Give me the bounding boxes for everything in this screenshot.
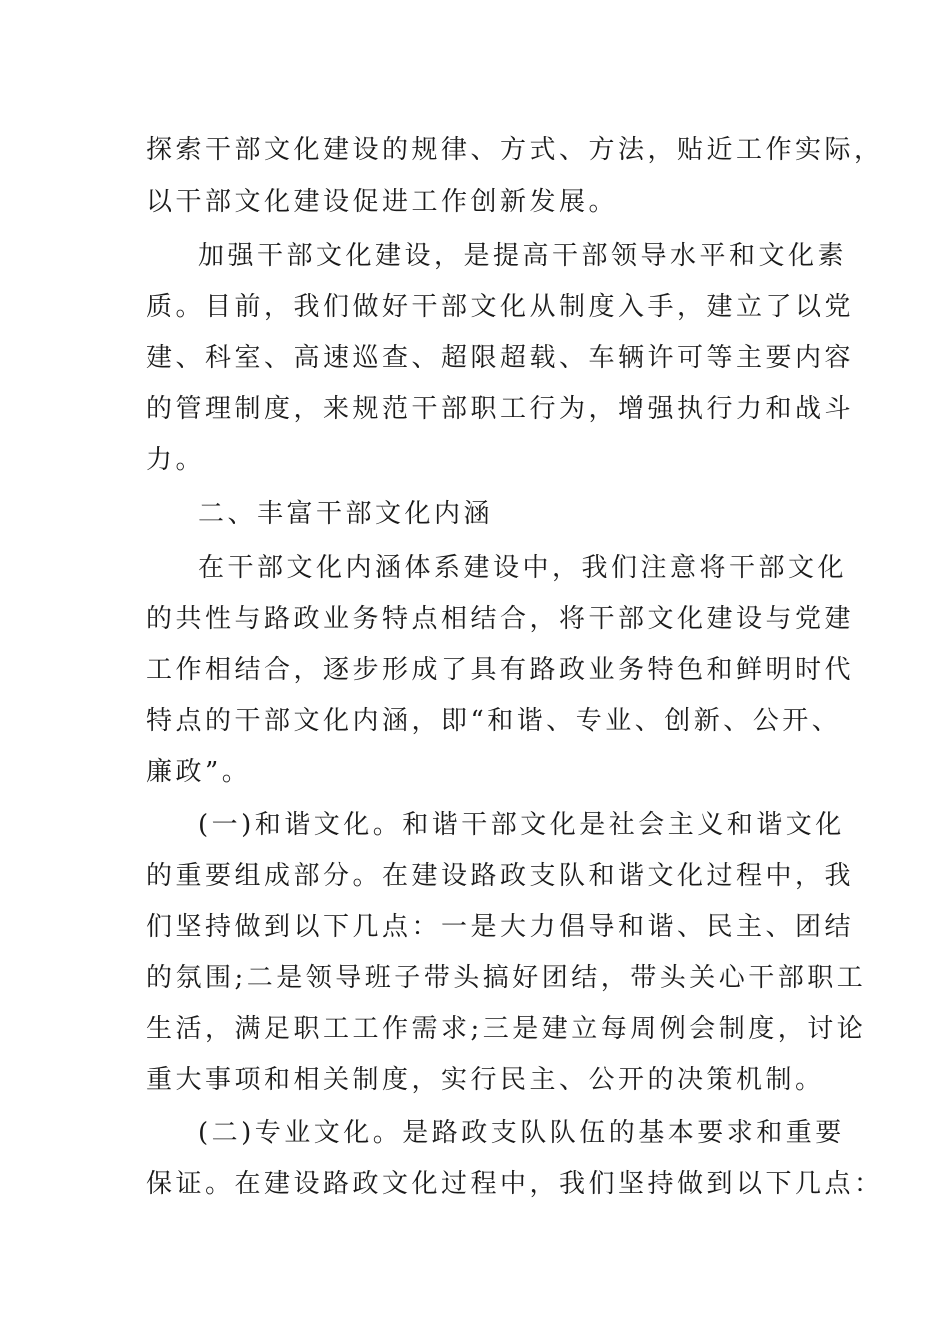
text-line: 力。 (146, 445, 206, 475)
text-line: 重大事项和相关制度，实行民主、公开的决策机制。 (146, 1065, 825, 1095)
section-heading: 二、丰富干部文化内涵 (198, 499, 494, 529)
paragraph-first-line: (二)专业文化。是路政支队队伍的基本要求和重要 (198, 1118, 845, 1148)
text-line: 保证。在建设路政文化过程中，我们坚持做到以下几点： (146, 1169, 884, 1199)
text-line: 工作相结合，逐步形成了具有路政业务特色和鲜明时代 (146, 655, 855, 685)
text-line: 们坚持做到以下几点：一是大力倡导和谐、民主、团结 (146, 912, 855, 942)
text-line: 的重要组成部分。在建设路政支队和谐文化过程中，我 (146, 861, 855, 891)
text-line: 的共性与路政业务特点相结合，将干部文化建设与党建 (146, 604, 855, 634)
paragraph-first-line: 在干部文化内涵体系建设中，我们注意将干部文化 (198, 553, 848, 583)
paragraph-first-line: (一)和谐文化。和谐干部文化是社会主义和谐文化 (198, 810, 845, 840)
text-line: 以干部文化建设促进工作创新发展。 (146, 187, 619, 217)
text-line: 探索干部文化建设的规律、方式、方法，贴近工作实际， (146, 135, 884, 165)
text-line: 建、科室、高速巡查、超限超载、车辆许可等主要内容 (146, 343, 855, 373)
text-line: 的氛围;二是领导班子带头搞好团结，带头关心干部职工 (146, 963, 867, 993)
text-line: 质。目前，我们做好干部文化从制度入手，建立了以党 (146, 292, 855, 322)
paragraph-first-line: 加强干部文化建设，是提高干部领导水平和文化素 (198, 241, 848, 271)
text-line: 的管理制度，来规范干部职工行为，增强执行力和战斗 (146, 394, 855, 424)
text-line: 生活，满足职工工作需求;三是建立每周例会制度，讨论 (146, 1014, 867, 1044)
text-line: 廉政”。 (146, 757, 252, 787)
text-line: 特点的干部文化内涵，即“和谐、专业、创新、公开、 (146, 706, 842, 736)
